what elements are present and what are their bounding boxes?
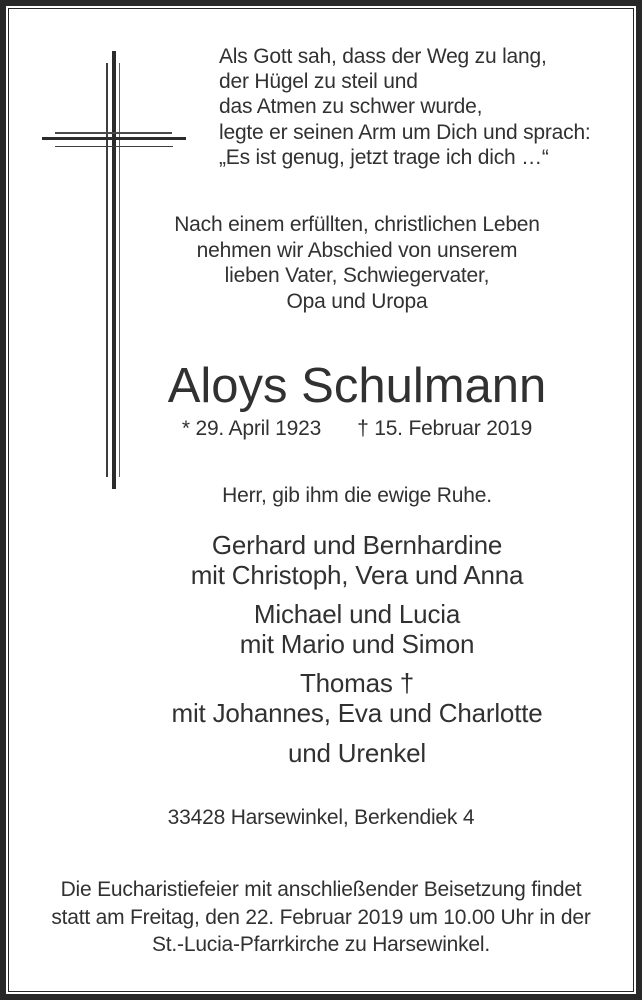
intro-block [160, 212, 554, 314]
intro-line: Opa und Uropa [286, 289, 428, 313]
family-group [160, 530, 554, 590]
family-group [160, 668, 554, 728]
funeral-line: St.-Lucia-Pfarrkirche zu Harsewinkel. [151, 933, 491, 956]
cross-horizontal-main-line [42, 137, 186, 140]
deceased-name: Aloys Schulmann [167, 359, 547, 413]
intro-line: lieben Vater, Schwiegervater, [224, 264, 490, 287]
address-line: 33428 Harsewinkel, Berkendiek 4 [167, 806, 475, 829]
mourner-line: mit Christoph, Vera und Anna [190, 560, 524, 590]
verse-line: „Es ist genug, jetzt trage ich dich …“ [219, 145, 549, 169]
mourner-line: mit Johannes, Eva und Charlotte [171, 698, 543, 728]
funeral-info [10, 876, 632, 959]
cross-horizontal-upper-line [55, 132, 172, 134]
mourner-line: Thomas † [299, 668, 414, 698]
verse-block [219, 44, 591, 170]
family-group [160, 599, 554, 659]
cross-vertical-right-line [119, 63, 121, 477]
mourners-list [160, 530, 554, 768]
mourner-line: Gerhard und Bernhardine [211, 530, 503, 560]
funeral-line: Die Eucharistiefeier mit anschließender Beisetzung findet [60, 878, 582, 901]
intro-line: Nach einem erfüllten, christlichen Leben [174, 213, 540, 236]
life-dates [160, 416, 554, 442]
prayer-line: Herr, gib ihm die ewige Ruhe. [222, 484, 492, 507]
mourner-line: mit Mario und Simon [239, 629, 475, 659]
funeral-line: statt am Freitag, den 22. Februar 2019 um 10.00 Uhr in der [51, 905, 591, 929]
mourners-closing-line: und Urenkel [288, 738, 426, 768]
cross-vertical-left-line [106, 63, 108, 477]
verse-line: Als Gott sah, dass der Weg zu lang, [219, 45, 547, 68]
death-date: † 15. Februar 2019 [357, 417, 533, 440]
birth-date: * 29. April 1923 [181, 417, 322, 440]
verse-line: legte er seinen Arm um Dich und sprach: [219, 120, 591, 144]
cross-horizontal-lower-line [55, 146, 173, 148]
intro-line: nehmen wir Abschied von unserem [196, 238, 518, 262]
mourner-line: Michael und Lucia [253, 599, 461, 629]
cross-vertical-main-line [112, 51, 116, 489]
verse-line: das Atmen zu schwer wurde, [219, 95, 483, 119]
verse-line: der Hügel zu steil und [219, 70, 418, 94]
